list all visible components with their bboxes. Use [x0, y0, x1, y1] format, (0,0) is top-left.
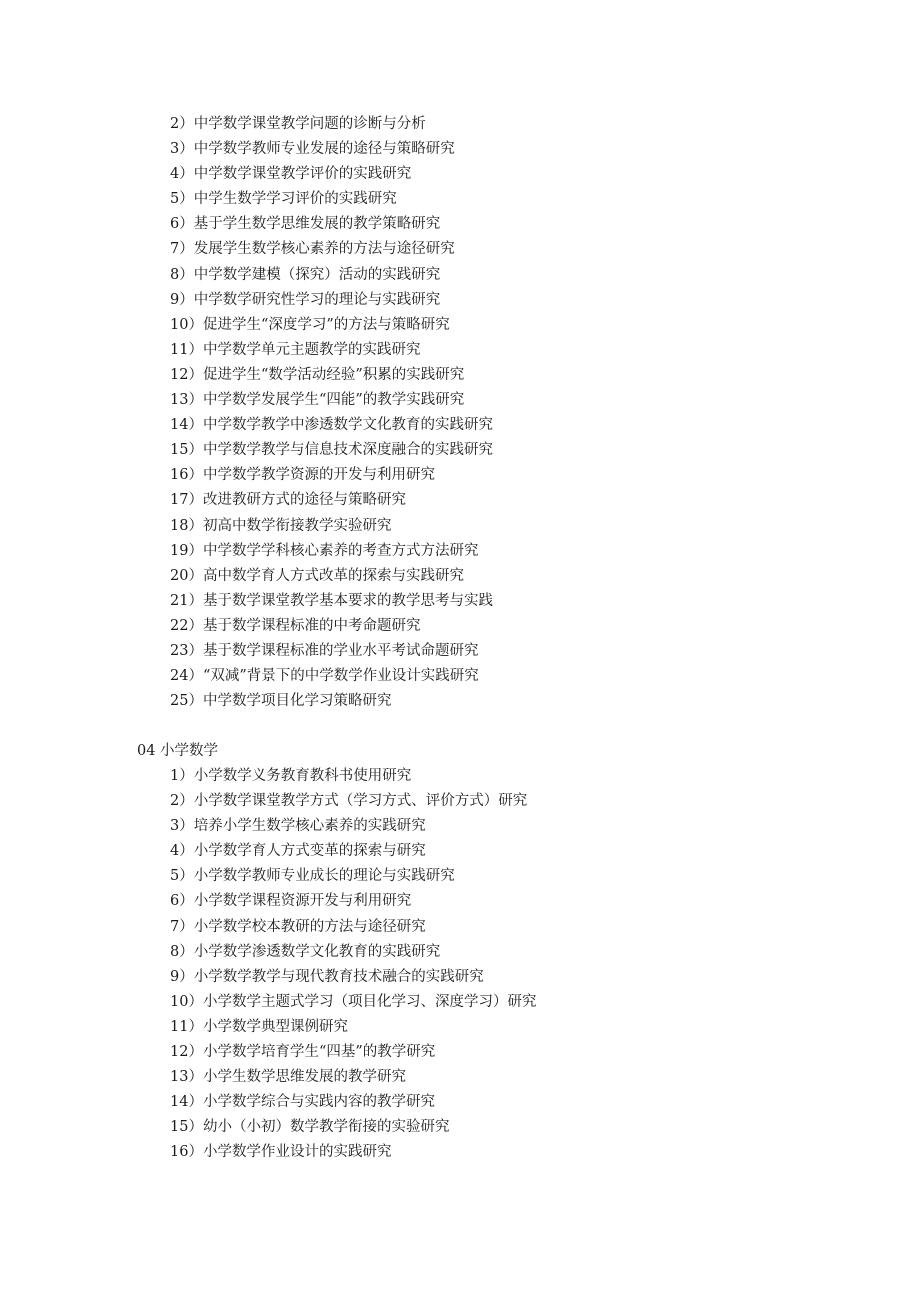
- primary-school-topic-list: [170, 764, 536, 1166]
- section-heading: 04 小学数学: [137, 743, 219, 759]
- list-item: 6）小学数学课程资源开发与利用研究: [170, 893, 412, 910]
- list-item: 19）中学数学学科核心素养的考查方式方法研究: [170, 542, 479, 559]
- list-item: 12）小学数学培育学生“四基”的教学研究: [170, 1044, 436, 1061]
- list-item: 2）中学数学课堂教学问题的诊断与分析: [170, 116, 426, 132]
- list-item: 20）高中数学育人方式改革的探索与实践研究: [170, 567, 464, 584]
- list-item: 7）发展学生数学核心素养的方法与途径研究: [170, 241, 455, 258]
- list-item: 18）初高中数学衔接教学实验研究: [170, 517, 392, 534]
- list-item: 5）小学数学教师专业成长的理论与实践研究: [170, 868, 455, 885]
- list-item: 8）小学数学渗透数学文化教育的实践研究: [170, 943, 441, 960]
- list-item: 12）促进学生“数学活动经验”积累的实践研究: [170, 366, 465, 383]
- list-item: 13）中学数学发展学生“四能”的教学实践研究: [170, 392, 465, 409]
- list-item: 6）基于学生数学思维发展的教学策略研究: [170, 216, 441, 233]
- list-item: 21）基于数学课堂教学基本要求的教学思考与实践: [170, 592, 493, 609]
- list-item: 24）“双减”背景下的中学数学作业设计实践研究: [170, 668, 479, 685]
- list-item: 14）小学数学综合与实践内容的教学研究: [170, 1094, 435, 1111]
- list-item: 5）中学生数学学习评价的实践研究: [170, 191, 397, 208]
- list-item: 10）促进学生“深度学习”的方法与策略研究: [170, 316, 450, 333]
- list-item: 22）基于数学课程标准的中考命题研究: [170, 617, 421, 634]
- list-item: 4）小学数学育人方式变革的探索与研究: [170, 843, 426, 860]
- list-item: 17）改进教研方式的途径与策略研究: [170, 492, 406, 509]
- list-item: 23）基于数学课程标准的学业水平考试命题研究: [170, 642, 479, 659]
- list-item: 25）中学数学项目化学习策略研究: [170, 693, 392, 710]
- list-item: 16）中学数学教学资源的开发与利用研究: [170, 467, 435, 484]
- list-item: 8）中学数学建模（探究）活动的实践研究: [170, 266, 441, 283]
- list-item: 3）培养小学生数学核心素养的实践研究: [170, 818, 426, 835]
- list-item: 2）小学数学课堂教学方式（学习方式、评价方式）研究: [170, 793, 528, 810]
- list-item: 16）小学数学作业设计的实践研究: [170, 1144, 392, 1161]
- list-item: 10）小学数学主题式学习（项目化学习、深度学习）研究: [170, 993, 537, 1010]
- list-item: 3）中学数学教师专业发展的途径与策略研究: [170, 141, 455, 158]
- middle-school-topic-list: [170, 112, 493, 714]
- list-item: 13）小学生数学思维发展的教学研究: [170, 1069, 406, 1086]
- list-item: 4）中学数学课堂教学评价的实践研究: [170, 166, 412, 183]
- list-item: 11）中学数学单元主题教学的实践研究: [170, 341, 421, 358]
- list-item: 7）小学数学校本教研的方法与途径研究: [170, 918, 426, 935]
- list-item: 15）中学数学教学与信息技术深度融合的实践研究: [170, 442, 493, 459]
- list-item: 1）小学数学义务教育教科书使用研究: [170, 768, 412, 784]
- list-item: 14）中学数学教学中渗透数学文化教育的实践研究: [170, 417, 493, 434]
- list-item: 9）中学数学研究性学习的理论与实践研究: [170, 291, 441, 308]
- list-item: 11）小学数学典型课例研究: [170, 1018, 348, 1035]
- list-item: 15）幼小（小初）数学教学衔接的实验研究: [170, 1119, 450, 1136]
- list-item: 9）小学数学教学与现代教育技术融合的实践研究: [170, 968, 484, 985]
